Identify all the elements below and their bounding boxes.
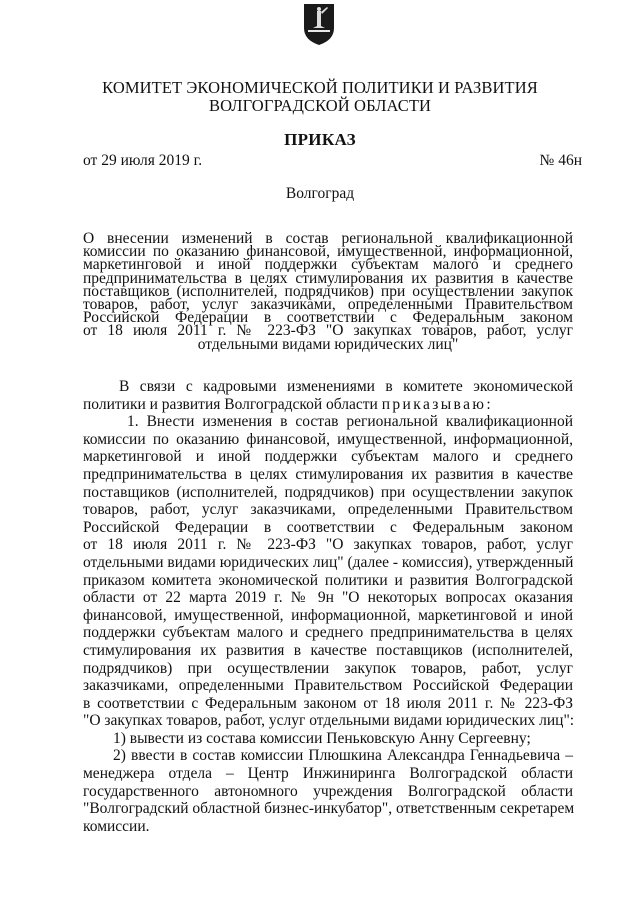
document-date: от 29 июля 2019 г. — [83, 152, 203, 169]
item1-line: поддержки субъектам малого и среднего предпринимательства в целях — [83, 624, 573, 642]
item1-line: маркетинговой и иной поддержки субъектам малого и среднего — [83, 448, 573, 466]
intro-line — [83, 396, 573, 414]
document-subject — [83, 232, 573, 351]
item1-line: подрядчиков) при осуществлении закупок товаров, работ, услуг — [83, 659, 573, 677]
organization-name: КОМИТЕТ ЭКОНОМИЧЕСКОЙ ПОЛИТИКИ И РАЗВИТИЯ — [102, 78, 538, 97]
item1-line: заказчиками, определенными Правительством Российской Федерации — [83, 677, 573, 695]
subitem-2-line: менеджера отдела – Центр Инжиниринга Волгоградской области — [83, 765, 573, 783]
item1-line: товаров, работ, услуг заказчиками, определенными Правительством — [83, 501, 573, 519]
item1-line: поставщиков (исполнителей, подрядчиков) при осуществлении закупок — [83, 483, 573, 501]
item1-line: 1. Внести изменения в состав региональной квалификационной — [127, 413, 573, 431]
subitem-2-line: "Волгоградский областной бизнес-инкубатор", ответственным секретарем — [83, 800, 575, 818]
subitem-2-line: государственного автономного учреждения Волгоградской области — [83, 782, 573, 800]
intro-text: политики и развития Волгоградской области — [83, 395, 382, 413]
subject-line: комиссии по оказанию финансовой, имущественной, информационной, — [83, 243, 573, 261]
item1-line: области от 22 марта 2019 г. № 9н "О некоторых вопросах оказания — [83, 589, 573, 607]
subject-line: Российской Федерации в соответствии с Федеральным законом — [83, 309, 573, 327]
item1-last-line: "О закупках товаров, работ, услуг отдельными видами юридических лиц": — [83, 712, 575, 730]
subitem-2-line: 2) ввести в состав комиссии Плюшкина Александра Геннадьевича – — [113, 747, 573, 765]
subject-line: от 18 июля 2011 г. № 223-ФЗ "О закупках товаров, работ, услуг — [83, 322, 573, 340]
coat-of-arms-emblem — [302, 2, 336, 46]
item1-line: отдельными видами юридических лиц" (далее - комиссия), утвержденный — [83, 553, 574, 571]
subject-line: поставщиков (исполнителей, подрядчиков) при осуществлении закупок — [83, 282, 573, 300]
subitem-2-last-line: комиссии. — [83, 817, 150, 835]
document-city: Волгоград — [285, 185, 355, 202]
order-word: приказываю: — [381, 395, 494, 413]
item1-line: приказом комитета экономической политики и развития Волгоградской — [83, 571, 573, 589]
coat-of-arms-icon — [302, 2, 336, 46]
intro-line: В связи с кадровыми изменениями в комитете экономической — [119, 378, 573, 395]
item1-line: комиссии по оказанию финансовой, имущественной, информационной, — [83, 430, 573, 448]
subitem-1: 1) вывести из состава комиссии Пеньковскую Анну Сергеевну; — [113, 729, 531, 747]
item1-line: стимулирования их развития в качестве поставщиков (исполнителей, — [83, 641, 573, 659]
document-number: № 46н — [539, 152, 582, 169]
item1-line: в соответствии с Федеральным законом от 18 июля 2011 г. № 223-ФЗ — [83, 694, 573, 712]
subject-line: О внесении изменений в состав региональной квалификационной — [83, 230, 573, 247]
organization-region: ВОЛГОГРАДСКОЙ ОБЛАСТИ — [208, 96, 432, 115]
subject-line: предпринимательства в целях стимулирования их развития в качестве — [83, 269, 573, 287]
document-body — [83, 378, 573, 835]
item1-line: финансовой, имущественной, информационной, маркетинговой и иной — [83, 606, 573, 624]
document-type: ПРИКАЗ — [284, 130, 356, 149]
item1-line: от 18 июля 2011 г. № 223-ФЗ "О закупках товаров, работ, услуг — [83, 536, 573, 554]
subject-line: отдельными видами юридических лиц" — [197, 335, 459, 353]
item1-line: Российской Федерации в соответствии с Федеральным законом — [83, 518, 573, 536]
subject-line: товаров, работ, услуг заказчиками, определенными Правительством — [83, 296, 573, 314]
item1-line: предпринимательства в целях стимулирования их развития в качестве — [83, 465, 573, 483]
subject-line: маркетинговой и иной поддержки субъектам малого и среднего — [83, 256, 573, 274]
